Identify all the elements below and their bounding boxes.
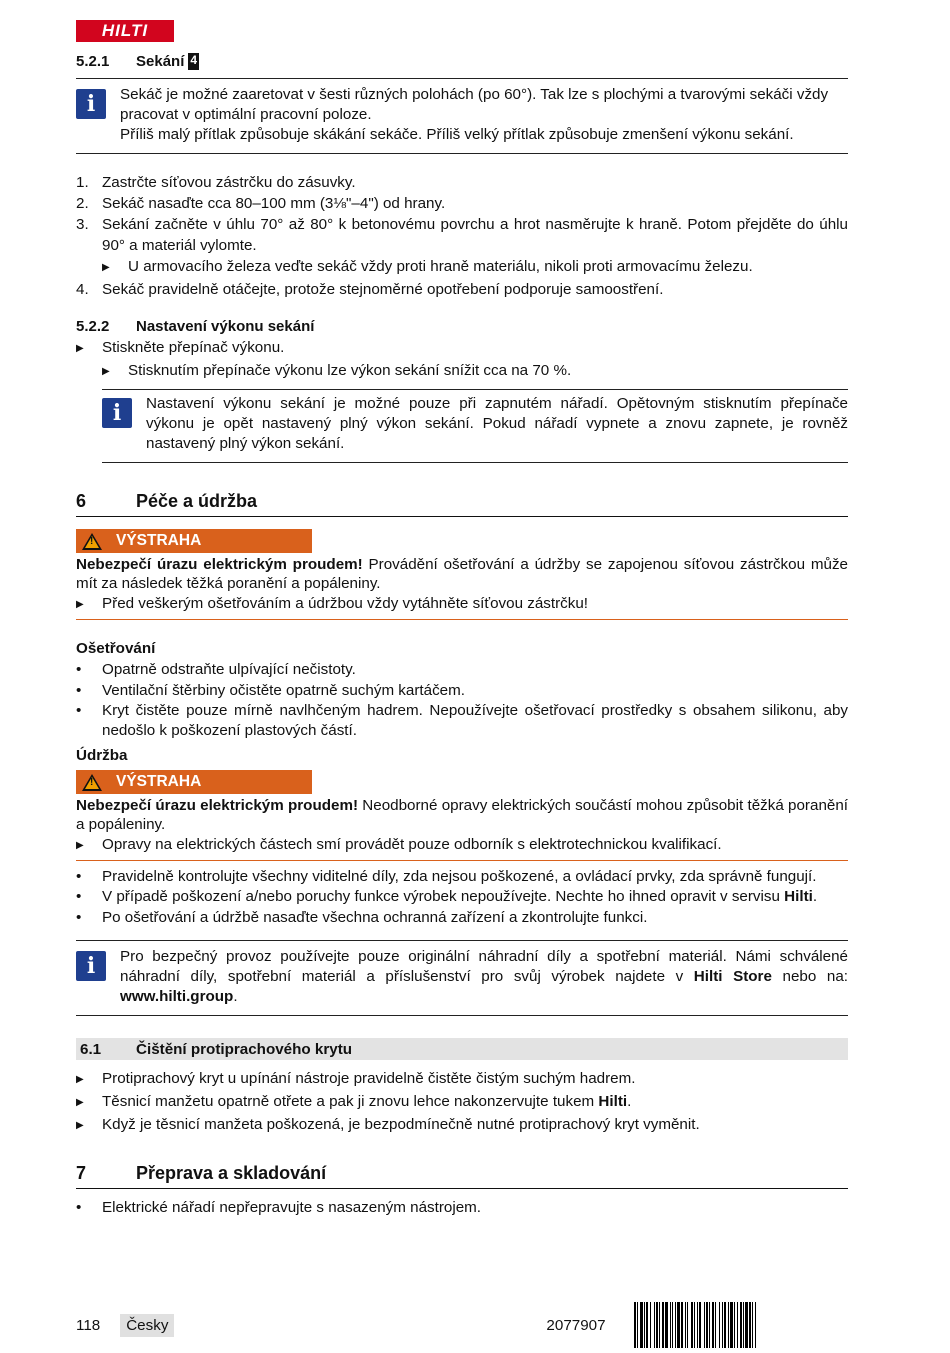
arrow-icon: ▶ (76, 343, 84, 354)
list-item: 1. Zastrčte síťovou zástrčku do zásuvky. (76, 174, 356, 191)
hilti-logo: HILTI (76, 20, 174, 42)
info-icon: i (76, 89, 106, 119)
list-item: 3. Sekání začněte v úhlu 70° až 80° k betonovému povrchu a hrot nasměrujte k hraně. Potom přejděte do úhlu 90° a materiál vylomte. (76, 216, 848, 254)
arrow-icon: ▶ (76, 1097, 84, 1108)
list-item: • Kryt čistěte pouze mírně navlhčeným hadrem. Nepoužívejte ošetřovací prostředky s obsahem silikonu, aby nedošlo k poškození plastových částí. (76, 702, 848, 739)
list-item: • Elektrické nářadí nepřepravujte s nasazeným nástrojem. (76, 1199, 482, 1216)
arrow-icon: ▶ (76, 1074, 84, 1085)
section-6-1-heading: 6.1 Čištění protiprachového krytu (76, 1038, 848, 1060)
steps-list (76, 172, 848, 300)
list-item: • Po ošetřování a údržbě nasaďte všechna ochranná zařízení a zkontrolujte funkci. (76, 909, 648, 926)
warning-banner: ! VÝSTRAHA (76, 529, 312, 553)
section-5-2-1-heading: 5.2.1 Sekání 4 (76, 53, 198, 70)
arrow-icon: ▶ (76, 840, 84, 851)
list-item: • Ventilační štěrbiny očistěte opatrně suchým kartáčem. (76, 682, 465, 699)
page-number: 118 (76, 1316, 101, 1334)
manual-page (76, 20, 848, 1218)
list-item: ▶ Před veškerým ošetřováním a údržbou vždy vytáhněte síťovou zástrčku! (76, 595, 589, 612)
list-item: ▶ Když je těsnicí manžeta poškozená, je bezpodmínečně nutné protiprachový kryt vyměnit. (76, 1116, 700, 1133)
list-item: ▶ U armovacího železa veďte sekáč vždy proti hraně materiálu, nikoli proti armovacímu železu. (102, 258, 753, 275)
info-note: i Sekáč je možné zaaretovat v šesti různých polohách (po 60°). Tak lze s plochými a tvarovými sekáči vždy pracovat v optimální pracovní poloze. Příliš malý přítlak způsobuje skákání sekáče. Příliš velký přítlak způsobuje zmenšení výkonu sekání. (76, 79, 848, 153)
list-item: 2. Sekáč nasaďte cca 80–100 mm (3⅛"–4") od hrany. (76, 195, 446, 212)
section-6-heading: 6 Péče a údržba (76, 491, 848, 517)
info-icon: i (76, 951, 106, 981)
arrow-icon: ▶ (76, 599, 84, 610)
care-heading: Ošetřování (76, 640, 156, 657)
document-id: 2077907 (546, 1316, 606, 1334)
warning-icon (82, 533, 102, 550)
list-item: ▶ Protiprachový kryt u upínání nástroje pravidelně čistěte čistým suchým hadrem. (76, 1070, 636, 1087)
maintenance-heading: Údržba (76, 747, 128, 764)
store-link[interactable]: www.hilti.group (120, 988, 234, 1005)
section-7-heading: 7 Přeprava a skladování (76, 1163, 848, 1189)
list-item: ▶ Opravy na elektrických částech smí provádět pouze odborník s elektrotechnickou kvalifikací. (76, 836, 722, 853)
list-item: 4. Sekáč pravidelně otáčejte, protože stejnoměrné opotřebení podporuje samoostření. (76, 281, 664, 298)
list-item: • V případě poškození a/nebo poruchy funkce výrobek nepoužívejte. Nechte ho ihned opravit v servisu Hilti. (76, 888, 818, 905)
warning-banner: ! VÝSTRAHA (76, 770, 312, 794)
barcode (634, 1302, 848, 1348)
section-5-2-2-heading: 5.2.2 Nastavení výkonu sekání (76, 318, 315, 335)
language-label: Česky (120, 1314, 174, 1337)
list-item: ▶ Stisknutím přepínače výkonu lze výkon sekání snížit cca na 70 %. (102, 362, 572, 379)
arrow-icon: ▶ (76, 1120, 84, 1131)
figure-ref-badge: 4 (188, 53, 199, 70)
warning-icon (82, 774, 102, 791)
list-item: • Opatrně odstraňte ulpívající nečistoty. (76, 661, 356, 678)
list-item: • Pravidelně kontrolujte všechny viditelné díly, zda nejsou poškozené, a ovládací prvky, zda správně fungují. (76, 868, 817, 885)
arrow-icon: ▶ (102, 366, 110, 377)
info-note: i Pro bezpečný provoz používejte pouze originální náhradní díly a spotřební materiál. Námi schválené náhradní díly, spotřební materiál a příslušenství pro svůj výrobek najdete v Hilti Store nebo na: www.hilti.group. (76, 941, 848, 1015)
page-footer (76, 1302, 848, 1348)
arrow-icon: ▶ (102, 262, 110, 273)
info-note: i Nastavení výkonu sekání je možné pouze při zapnutém nářadí. Opětovným stisknutím přepínače výkonu je opět nastavený plný výkon sekání. Pokud nářadí vypnete a znovu zapnete, je rovněž nastavený plný výkon sekání. (102, 390, 848, 462)
warning-text: Nebezpečí úrazu elektrickým proudem! Provádění ošetřování a údržby se zapojenou síťovou zástrčkou může mít za následek těžká poranění a popáleniny. (76, 556, 848, 592)
warning-text: Nebezpečí úrazu elektrickým proudem! Neodborné opravy elektrických součástí mohou způsobit těžká poranění a popáleniny. (76, 797, 848, 833)
info-icon: i (102, 398, 132, 428)
list-item: ▶ Stiskněte přepínač výkonu. (76, 339, 285, 356)
list-item: ▶ Těsnicí manžetu opatrně otřete a pak ji znovu lehce nakonzervujte tukem Hilti. (76, 1093, 632, 1110)
